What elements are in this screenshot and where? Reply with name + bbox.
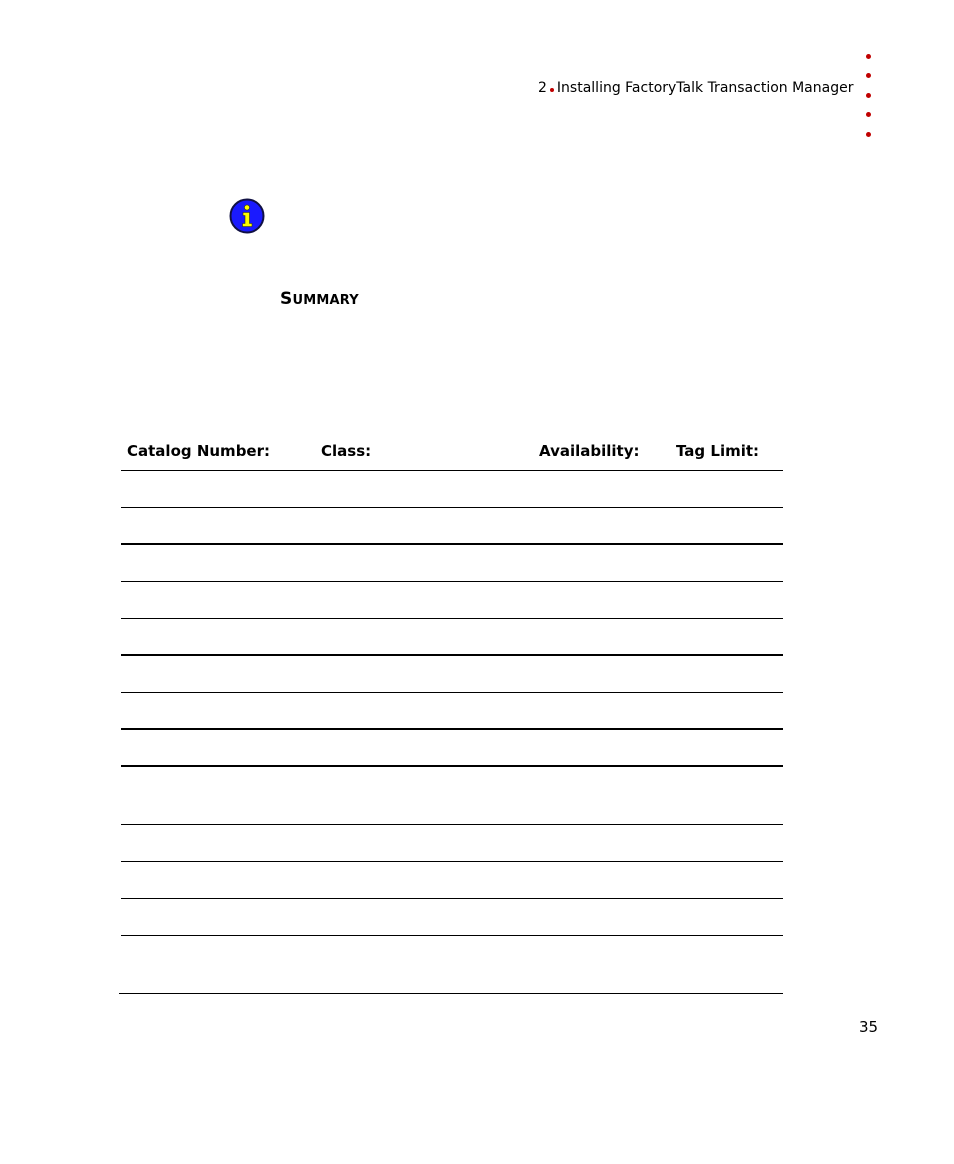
margin-dot-icon [866,54,871,59]
column-header-class: Class: [321,442,372,460]
bullet-separator-icon [550,88,554,92]
section-title-initial: S [280,289,293,309]
table-row [121,899,783,936]
page-number: 35 [859,1018,879,1036]
margin-dot-icon [866,73,871,78]
section-title [280,289,359,309]
margin-dot-icon [866,93,871,98]
column-header-tag-limit: Tag Limit: [676,442,760,460]
table-row [121,508,783,545]
column-header-catalog-number: Catalog Number: [127,442,270,460]
margin-dot-icon [866,132,871,137]
table-row [121,693,783,730]
table-row [121,825,783,862]
margin-dot-icon [866,112,871,117]
table-row [121,862,783,899]
table-row [121,730,783,767]
running-header [538,79,853,97]
chapter-number: 2 [538,80,547,96]
catalog-table [121,436,783,994]
section-title-rest: UMMARY [292,293,359,308]
table-row [121,582,783,619]
table-row [121,656,783,693]
column-header-availability: Availability: [539,442,640,460]
table-row [121,545,783,582]
table-row [121,619,783,656]
table-row [119,936,783,994]
table-header-row [121,436,783,471]
info-icon [229,198,265,234]
table-row [121,767,783,825]
table-row [121,471,783,508]
chapter-title: Installing FactoryTalk Transaction Manager [556,80,854,96]
